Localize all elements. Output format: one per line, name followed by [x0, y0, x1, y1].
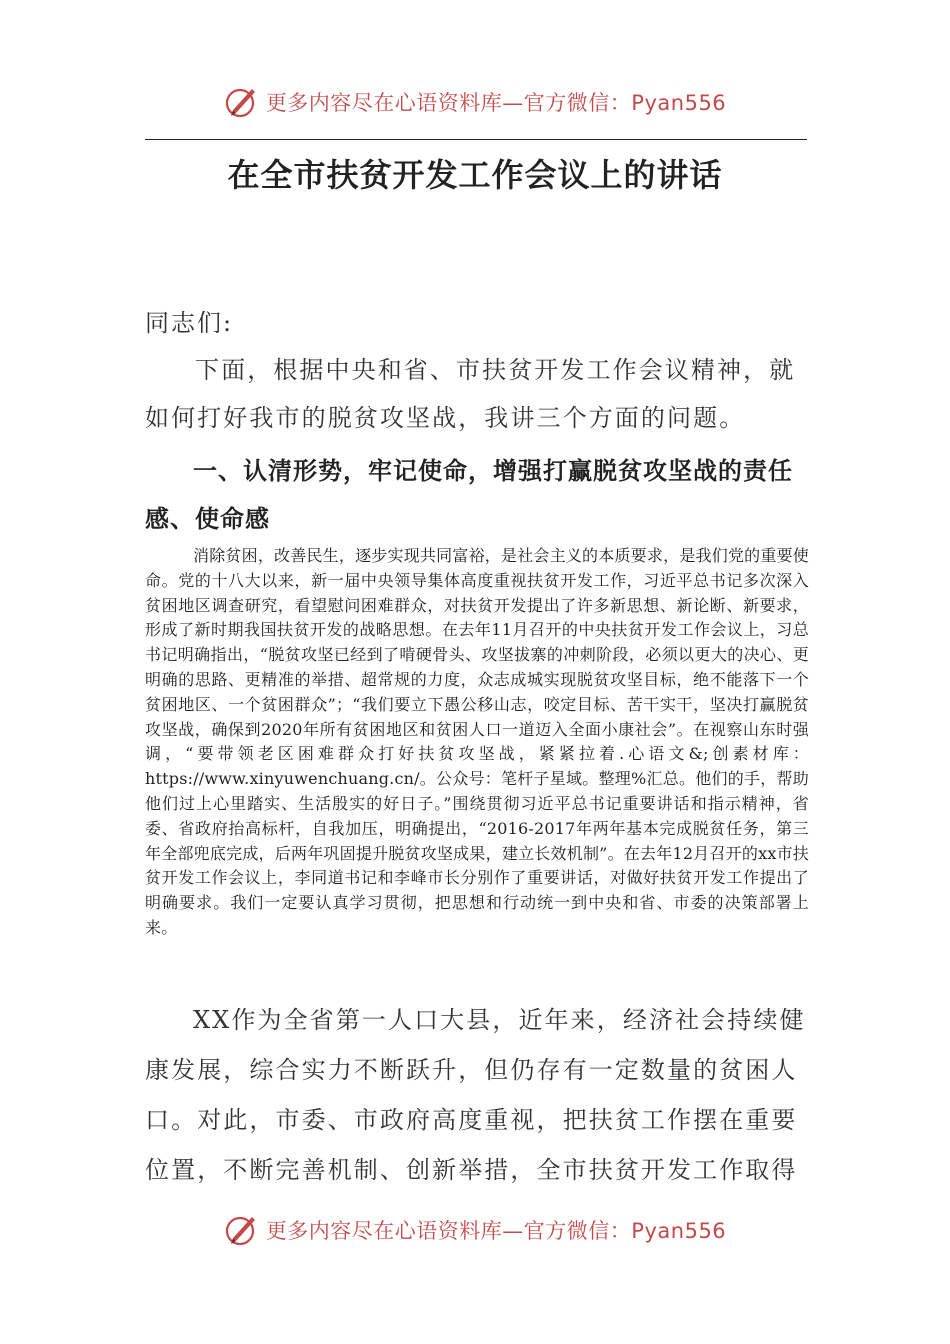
pen-logo-icon: [224, 1212, 260, 1248]
footer-watermark-banner: [0, 1210, 950, 1250]
banner-text: 更多内容尽在心语资料库—官方微信：Pyan556: [265, 91, 727, 115]
header-watermark-banner: [0, 82, 950, 122]
document-title: 在全市扶贫开发工作会议上的讲话: [227, 156, 723, 194]
intro-paragraph: 下面，根据中央和省、市扶贫开发工作会议精神，就如何打好我市的脱贫攻坚战，我讲三个方面的问题。: [145, 356, 796, 432]
pen-logo-icon: [224, 84, 260, 120]
title-divider: [145, 139, 807, 140]
body-paragraph-1: 消除贫困，改善民生，逐步实现共同富裕，是社会主义的本质要求，是我们党的重要使命。党的十八大以来，新一届中央领导集体高度重视扶贫开发工作，习近平总书记多次深入贫困地区调查研究，看望慰问困难群众，对扶贫开发提出了许多新思想、新论断、新要求，形成了新时期我国扶贫开发的战略思想。在去年11月召开的中央扶贫开发工作会议上，习总书记明确指出，“脱贫攻坚已经到了啃硬骨头、攻坚拔寨的冲刺阶段，必须以更大的决心、更明确的思路、更精准的举措、超常规的力度，众志成城实现脱贫攻坚目标，绝不能落下一个贫困地区、一个贫困群众”；“我们要立下愚公移山志，咬定目标、苦干实干，坚决打赢脱贫攻坚战，确保到2020年所有贫困地区和贫困人口一道迈入全面小康社会”。在视察山东时强调，“要带领老区困难群众打好扶贫攻坚战，紧紧拉着.心语文&;创素材库：https://www.xinyuwenchuang.cn/。公众号：笔杆子星域。整理%汇总。他们的手，帮助他们过上心里踏实、生活殷实的好日子。”围绕贯彻习近平总书记重要讲话和指示精神，省委、省政府抬高标杆，自我加压，明确提出，“2016-2017年两年基本完成脱贫任务，第三年全部兜底完成，后两年巩固提升脱贫攻坚成果，建立长效机制”。在去年12月召开的xx市扶贫开发工作会议上，李同道书记和李峰市长分别作了重要讲话，对做好扶贫开发工作提出了明确要求。我们一定要认真学习贯彻，把思想和行动统一到中央和省、市委的决策部署上来。: [145, 546, 809, 937]
section-heading-1: 一、认清形势，牢记使命，增强打赢脱贫攻坚战的责任感、使命感: [145, 457, 793, 533]
body-paragraph-2: XX作为全省第一人口大县，近年来，经济社会持续健康发展，综合实力不断跃升，但仍存有一定数量的贫困人口。对此，市委、市政府高度重视，把扶贫工作摆在重要位置，不断完善机制、创新举措，全市扶贫开发工作取得: [145, 1006, 806, 1184]
banner-text: 更多内容尽在心语资料库—官方微信：Pyan556: [265, 1219, 727, 1243]
salutation: 同志们:: [145, 309, 234, 337]
